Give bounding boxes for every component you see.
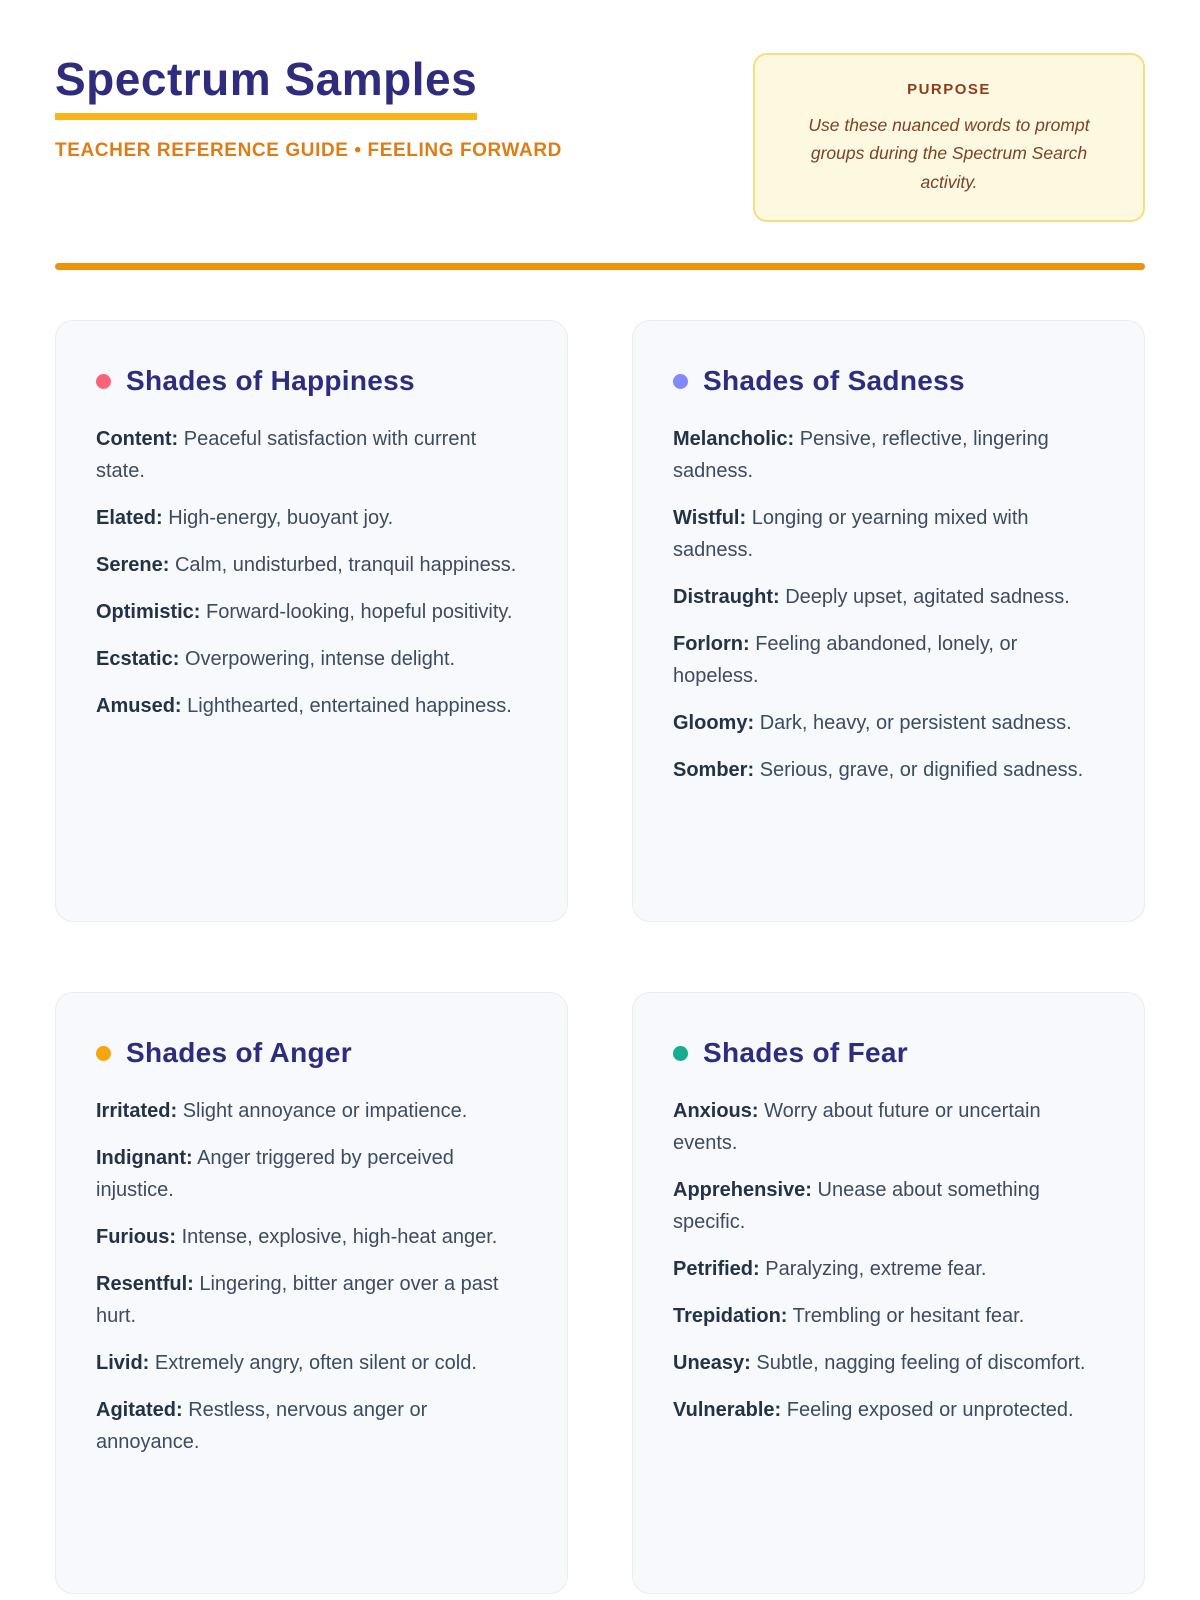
definition-item [673,423,1104,487]
fear-dot-icon [673,1046,688,1061]
purpose-label: PURPOSE [907,81,991,98]
term-label: Irritated: [96,1100,178,1123]
definition-item [673,707,1104,739]
term-label: Agitated: [96,1399,183,1422]
definition-item [673,1394,1104,1426]
term-description: Slight annoyance or impatience. [182,1100,468,1123]
term-label: Indignant: [96,1147,193,1170]
page-title: Spectrum Samples [55,52,477,120]
header-divider [55,263,1145,270]
term-label: Forlorn: [673,633,750,656]
card-sadness-body [673,423,1104,786]
term-description: Extremely angry, often silent or cold. [154,1352,477,1375]
definition-item [673,1347,1104,1379]
term-description: Unease about something specific. [673,1179,1040,1234]
term-description: Restless, nervous anger or annoyance. [96,1399,428,1454]
term-description: Pensive, reflective, lingering sadness. [673,428,1049,483]
term-description: Intense, explosive, high-heat anger. [181,1226,498,1249]
anger-dot-icon [96,1046,111,1061]
definition-item [96,1221,527,1253]
definition-item [673,1300,1104,1332]
term-description: Worry about future or uncertain events. [673,1100,1041,1155]
card-fear [632,992,1145,1594]
definition-item [96,596,527,628]
term-description: Trembling or hesitant fear. [792,1305,1025,1328]
definition-item [673,581,1104,613]
card-title: Shades of Happiness [126,365,415,397]
term-label: Amused: [96,695,182,718]
term-label: Anxious: [673,1100,759,1123]
term-label: Serene: [96,554,170,577]
definition-item [96,1142,527,1206]
card-title: Shades of Fear [703,1037,908,1069]
definition-item [96,502,527,534]
term-description: High-energy, buoyant joy. [168,507,394,530]
term-description: Paralyzing, extreme fear. [765,1258,987,1281]
card-happiness-header [96,365,527,397]
term-label: Furious: [96,1226,176,1249]
purpose-box [753,53,1145,222]
term-label: Elated: [96,507,163,530]
card-fear-body [673,1095,1104,1426]
definition-item [673,1095,1104,1159]
purpose-text: Use these nuanced words to prompt groups during the Spectrum Search activity. [808,115,1090,192]
card-happiness-body [96,423,527,722]
definition-item [673,1174,1104,1238]
term-description: Anger triggered by perceived injustice. [96,1147,454,1202]
page-subtitle: TEACHER REFERENCE GUIDE • FEELING FORWARD [55,140,562,161]
definition-item [673,1253,1104,1285]
term-label: Uneasy: [673,1352,751,1375]
term-label: Ecstatic: [96,648,180,671]
page-header [55,0,1145,222]
term-label: Melancholic: [673,428,795,451]
term-label: Resentful: [96,1273,194,1296]
term-description: Longing or yearning mixed with sadness. [673,507,1029,562]
cards-grid [55,320,1145,1594]
card-sadness-header [673,365,1104,397]
header-title-block [55,0,562,162]
term-label: Vulnerable: [673,1399,782,1422]
definition-item [96,690,527,722]
definition-item [96,423,527,487]
term-description: Serious, grave, or dignified sadness. [759,759,1084,782]
term-description: Subtle, nagging feeling of discomfort. [756,1352,1086,1375]
happiness-dot-icon [96,374,111,389]
term-label: Apprehensive: [673,1179,812,1202]
term-label: Petrified: [673,1258,760,1281]
term-description: Feeling abandoned, lonely, or hopeless. [673,633,1018,688]
sadness-dot-icon [673,374,688,389]
term-description: Overpowering, intense delight. [184,648,456,671]
term-label: Livid: [96,1352,150,1375]
definition-item [673,754,1104,786]
card-sadness [632,320,1145,922]
card-fear-header [673,1037,1104,1069]
card-anger-body [96,1095,527,1458]
card-anger-header [96,1037,527,1069]
term-label: Trepidation: [673,1305,788,1328]
term-label: Somber: [673,759,755,782]
term-description: Lighthearted, entertained happiness. [187,695,512,718]
card-happiness [55,320,568,922]
term-label: Distraught: [673,586,780,609]
definition-item [673,628,1104,692]
card-title: Shades of Anger [126,1037,352,1069]
term-description: Deeply upset, agitated sadness. [785,586,1070,609]
term-label: Wistful: [673,507,747,530]
definition-item [96,1095,527,1127]
term-label: Content: [96,428,179,451]
term-description: Feeling exposed or unprotected. [786,1399,1074,1422]
term-description: Calm, undisturbed, tranquil happiness. [174,554,517,577]
term-description: Peaceful satisfaction with current state. [96,428,477,483]
term-description: Lingering, bitter anger over a past hurt. [96,1273,499,1328]
definition-item [96,1394,527,1458]
term-description: Dark, heavy, or persistent sadness. [759,712,1072,735]
term-label: Optimistic: [96,601,201,624]
definition-item [96,1347,527,1379]
term-label: Gloomy: [673,712,755,735]
definition-item [96,643,527,675]
definition-item [96,1268,527,1332]
card-title: Shades of Sadness [703,365,965,397]
definition-item [673,502,1104,566]
card-anger [55,992,568,1594]
term-description: Forward-looking, hopeful positivity. [206,601,513,624]
definition-item [96,549,527,581]
